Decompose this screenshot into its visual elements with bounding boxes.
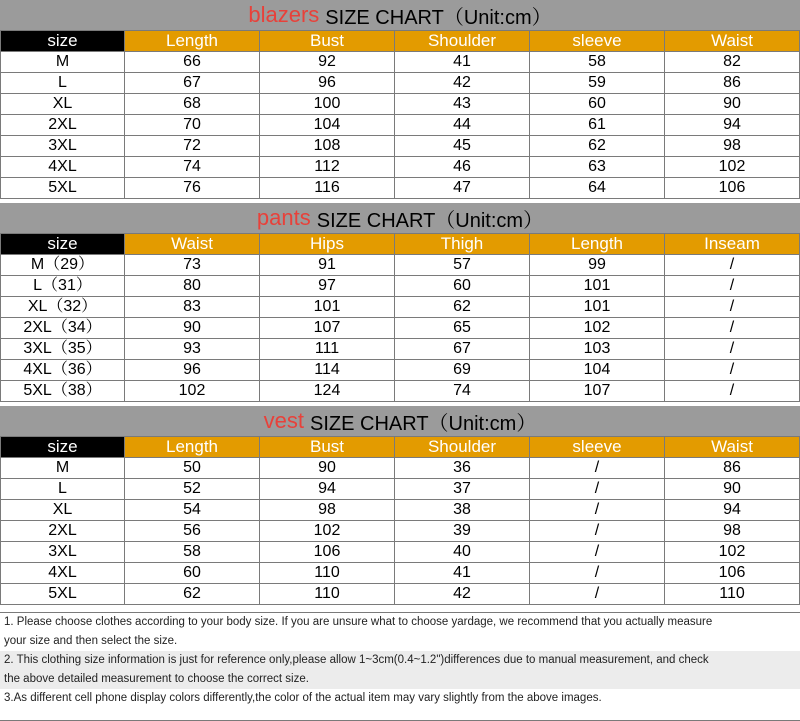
column-header: Hips: [260, 234, 395, 255]
section-title-bar: [0, 203, 800, 233]
size-cell: L: [1, 479, 125, 500]
size-cell: 4XL（36）: [1, 360, 125, 381]
table-cell: /: [530, 458, 665, 479]
table-cell: 63: [530, 157, 665, 178]
table-cell: 97: [260, 276, 395, 297]
table-cell: 37: [395, 479, 530, 500]
size-table: [0, 233, 800, 402]
table-cell: 86: [665, 73, 800, 94]
table-cell: 124: [260, 381, 395, 402]
table-cell: 62: [530, 136, 665, 157]
table-cell: 68: [125, 94, 260, 115]
section-title-bar: [0, 406, 800, 436]
table-cell: 70: [125, 115, 260, 136]
table-cell: 106: [665, 178, 800, 199]
column-header: Shoulder: [395, 437, 530, 458]
table-cell: 90: [125, 318, 260, 339]
table-cell: 90: [665, 94, 800, 115]
size-cell: 4XL: [1, 157, 125, 178]
column-header: sleeve: [530, 31, 665, 52]
table-cell: 108: [260, 136, 395, 157]
section-keyword: blazers: [248, 2, 320, 27]
table-cell: /: [665, 318, 800, 339]
section-keyword: pants: [256, 205, 311, 230]
table-cell: /: [665, 381, 800, 402]
table-cell: 74: [125, 157, 260, 178]
table-cell: 58: [125, 542, 260, 563]
section-title: SIZE CHART（Unit:cm）: [325, 6, 552, 29]
table-cell: 38: [395, 500, 530, 521]
table-row: [1, 542, 800, 563]
table-cell: 93: [125, 339, 260, 360]
table-cell: 90: [260, 458, 395, 479]
size-cell: 5XL: [1, 584, 125, 605]
table-cell: 40: [395, 542, 530, 563]
table-cell: 72: [125, 136, 260, 157]
table-cell: 50: [125, 458, 260, 479]
table-cell: 59: [530, 73, 665, 94]
table-cell: 62: [395, 297, 530, 318]
table-cell: 41: [395, 563, 530, 584]
note-line: the above detailed measurement to choose the correct size.: [0, 670, 800, 689]
size-cell: 2XL: [1, 521, 125, 542]
table-cell: 107: [260, 318, 395, 339]
table-cell: 46: [395, 157, 530, 178]
table-cell: 102: [530, 318, 665, 339]
table-cell: 94: [665, 500, 800, 521]
column-header: size: [1, 437, 125, 458]
table-header-row: [1, 437, 800, 458]
table-cell: 43: [395, 94, 530, 115]
table-row: [1, 318, 800, 339]
size-cell: L（31）: [1, 276, 125, 297]
size-cell: M: [1, 52, 125, 73]
table-cell: 39: [395, 521, 530, 542]
table-cell: 96: [125, 360, 260, 381]
size-cell: M: [1, 458, 125, 479]
table-cell: /: [530, 584, 665, 605]
table-row: [1, 521, 800, 542]
table-row: [1, 297, 800, 318]
vest-size-section: [0, 406, 800, 605]
size-cell: 5XL: [1, 178, 125, 199]
table-cell: /: [530, 542, 665, 563]
column-header: size: [1, 234, 125, 255]
table-cell: 69: [395, 360, 530, 381]
table-row: [1, 584, 800, 605]
column-header: size: [1, 31, 125, 52]
column-header: Waist: [125, 234, 260, 255]
table-cell: 112: [260, 157, 395, 178]
section-title-bar: [0, 0, 800, 30]
table-cell: 80: [125, 276, 260, 297]
column-header: Inseam: [665, 234, 800, 255]
table-header-row: [1, 234, 800, 255]
table-cell: 96: [260, 73, 395, 94]
table-cell: 106: [260, 542, 395, 563]
column-header: sleeve: [530, 437, 665, 458]
table-cell: 116: [260, 178, 395, 199]
note-line: your size and then select the size.: [4, 635, 178, 647]
table-cell: 101: [260, 297, 395, 318]
table-cell: 98: [665, 521, 800, 542]
table-cell: 36: [395, 458, 530, 479]
table-cell: 61: [530, 115, 665, 136]
table-cell: /: [665, 339, 800, 360]
table-cell: /: [530, 500, 665, 521]
table-cell: 82: [665, 52, 800, 73]
table-cell: 102: [125, 381, 260, 402]
table-row: [1, 94, 800, 115]
pants-size-section: [0, 203, 800, 402]
table-cell: 98: [665, 136, 800, 157]
column-header: Thigh: [395, 234, 530, 255]
size-cell: XL（32）: [1, 297, 125, 318]
table-cell: 66: [125, 52, 260, 73]
table-cell: 101: [530, 276, 665, 297]
table-cell: /: [665, 297, 800, 318]
notes-block: [0, 612, 800, 721]
table-cell: 103: [530, 339, 665, 360]
table-cell: 47: [395, 178, 530, 199]
table-cell: 94: [665, 115, 800, 136]
size-cell: M（29）: [1, 255, 125, 276]
table-cell: 54: [125, 500, 260, 521]
size-cell: 4XL: [1, 563, 125, 584]
blazers-size-section: [0, 0, 800, 199]
table-cell: 74: [395, 381, 530, 402]
table-cell: 67: [395, 339, 530, 360]
table-row: [1, 479, 800, 500]
table-cell: /: [530, 521, 665, 542]
table-cell: 107: [530, 381, 665, 402]
table-cell: 114: [260, 360, 395, 381]
section-title: SIZE CHART（Unit:cm）: [316, 209, 544, 232]
size-cell: 3XL: [1, 542, 125, 563]
table-row: [1, 136, 800, 157]
table-cell: 67: [125, 73, 260, 94]
table-row: [1, 360, 800, 381]
table-cell: 58: [530, 52, 665, 73]
table-row: [1, 73, 800, 94]
note-line: 2. This clothing size information is just for reference only,please allow 1~3cm(0.4~1.2")differences due to manual measurement, and check: [0, 651, 800, 670]
table-cell: 100: [260, 94, 395, 115]
table-cell: 60: [395, 276, 530, 297]
table-cell: /: [530, 479, 665, 500]
table-row: [1, 255, 800, 276]
table-cell: 101: [530, 297, 665, 318]
size-table: [0, 30, 800, 199]
table-cell: 111: [260, 339, 395, 360]
table-cell: 73: [125, 255, 260, 276]
size-cell: 2XL: [1, 115, 125, 136]
table-cell: 102: [260, 521, 395, 542]
table-cell: 99: [530, 255, 665, 276]
table-cell: 104: [530, 360, 665, 381]
column-header: Length: [125, 437, 260, 458]
table-cell: 42: [395, 584, 530, 605]
note-line: 1. Please choose clothes according to your body size. If you are unsure what to choose yardage, we recommend that you actually measure: [4, 616, 713, 628]
table-cell: 65: [395, 318, 530, 339]
column-header: Waist: [665, 437, 800, 458]
size-cell: XL: [1, 94, 125, 115]
table-cell: 56: [125, 521, 260, 542]
size-cell: 2XL（34）: [1, 318, 125, 339]
table-row: [1, 276, 800, 297]
table-cell: 106: [665, 563, 800, 584]
table-cell: 62: [125, 584, 260, 605]
table-cell: 90: [665, 479, 800, 500]
column-header: Length: [530, 234, 665, 255]
table-row: [1, 115, 800, 136]
table-cell: 42: [395, 73, 530, 94]
note-line: 3.As different cell phone display colors differently,the color of the actual item may vary slightly from the above images.: [4, 692, 602, 704]
table-cell: 44: [395, 115, 530, 136]
size-cell: 3XL: [1, 136, 125, 157]
table-cell: 110: [260, 584, 395, 605]
table-cell: 86: [665, 458, 800, 479]
table-cell: 104: [260, 115, 395, 136]
table-cell: 76: [125, 178, 260, 199]
table-cell: 60: [530, 94, 665, 115]
table-cell: 45: [395, 136, 530, 157]
table-cell: 91: [260, 255, 395, 276]
size-cell: L: [1, 73, 125, 94]
table-row: [1, 157, 800, 178]
section-title: SIZE CHART（Unit:cm）: [310, 412, 537, 435]
size-cell: 3XL（35）: [1, 339, 125, 360]
table-cell: /: [665, 360, 800, 381]
table-cell: 52: [125, 479, 260, 500]
table-row: [1, 563, 800, 584]
table-cell: 60: [125, 563, 260, 584]
table-cell: 98: [260, 500, 395, 521]
size-cell: 5XL（38）: [1, 381, 125, 402]
section-keyword: vest: [263, 408, 305, 433]
table-cell: /: [665, 255, 800, 276]
column-header: Shoulder: [395, 31, 530, 52]
table-cell: 102: [665, 542, 800, 563]
table-cell: /: [665, 276, 800, 297]
table-cell: 110: [665, 584, 800, 605]
table-row: [1, 458, 800, 479]
column-header: Waist: [665, 31, 800, 52]
column-header: Length: [125, 31, 260, 52]
size-cell: XL: [1, 500, 125, 521]
table-row: [1, 178, 800, 199]
table-cell: 83: [125, 297, 260, 318]
size-table: [0, 436, 800, 605]
table-row: [1, 52, 800, 73]
column-header: Bust: [260, 437, 395, 458]
column-header: Bust: [260, 31, 395, 52]
table-cell: 41: [395, 52, 530, 73]
table-row: [1, 381, 800, 402]
table-cell: 94: [260, 479, 395, 500]
table-cell: /: [530, 563, 665, 584]
table-cell: 92: [260, 52, 395, 73]
table-cell: 102: [665, 157, 800, 178]
table-row: [1, 339, 800, 360]
table-header-row: [1, 31, 800, 52]
table-cell: 57: [395, 255, 530, 276]
table-cell: 64: [530, 178, 665, 199]
table-row: [1, 500, 800, 521]
table-cell: 110: [260, 563, 395, 584]
